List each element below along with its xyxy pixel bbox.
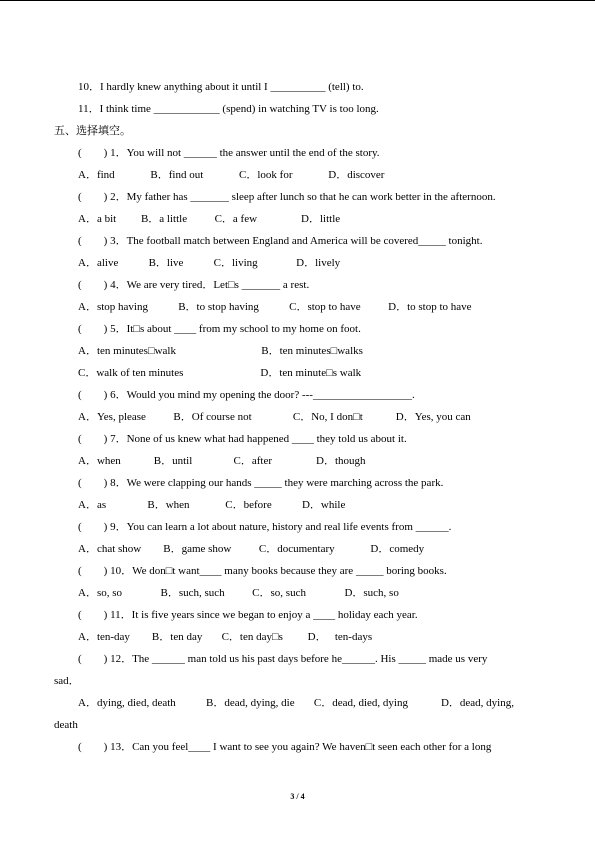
options-line: A．ten-day B．ten day C．ten day□s D． ten-days (78, 631, 373, 643)
options-line: A．when B．until C．after D．though (78, 455, 366, 467)
question-line: ( ) 2．My father has _______ sleep after lunch so that he can work better in the afternoon. (78, 191, 496, 203)
options-line: A．stop having B．to stop having C．stop to have D．to stop to have (78, 301, 472, 313)
question-line: ( ) 8．We were clapping our hands _____ they were marching across the park. (78, 477, 444, 489)
question-line: ( ) 4．We are very tired．Let□s _______ a rest. (78, 279, 310, 291)
options-line: A．so, so B．such, such C．so, such D．such, so (78, 587, 399, 599)
options-line: A．chat show B．game show C．documentary D．comedy (78, 543, 425, 555)
options-line: A．a bit B．a little C．a few D．little (78, 213, 341, 225)
question-line: 10．I hardly knew anything about it until I __________ (tell) to. (78, 81, 364, 93)
options-line: C．walk of ten minutes D．ten minute□s walk (78, 367, 362, 379)
question-line: 11．I think time ____________ (spend) in watching TV is too long. (78, 103, 379, 115)
question-line: ( ) 6．Would you mind my opening the door? ---__________________. (78, 389, 415, 401)
question-line: ( ) 9．You can learn a lot about nature, history and real life events from ______. (78, 521, 452, 533)
question-line: ( ) 3．The football match between England and America will be covered_____ tonight. (78, 235, 483, 247)
options-continuation: death (54, 719, 78, 731)
question-line: ( ) 5．It□s about ____ from my school to my home on foot. (78, 323, 361, 335)
options-line: A．dying, died, death B．dead, dying, die C．dead, died, dying D．dead, dying, (78, 697, 514, 709)
options-line: A．ten minutes□walk B．ten minutes□walks (78, 345, 363, 357)
options-line: A．alive B．live C．living D．lively (78, 257, 341, 269)
question-line: ( ) 7．None of us knew what had happened ____ they told us about it. (78, 433, 407, 445)
top-border (0, 0, 595, 1)
options-line: A．as B．when C．before D．while (78, 499, 346, 511)
options-line: A．Yes, please B．Of course not C．No, I don□t D．Yes, you can (78, 411, 471, 423)
question-line: ( ) 13．Can you feel____ I want to see you again? We haven□t seen each other for a long (78, 741, 492, 753)
section-heading: 五、选择填空。 (54, 125, 131, 137)
question-continuation: sad． (54, 675, 80, 687)
question-line: ( ) 1．You will not ______ the answer until the end of the story. (78, 147, 380, 159)
question-line: ( ) 10．We don□t want____ many books because they are _____ boring books. (78, 565, 447, 577)
question-line: ( ) 11．It is five years since we began to enjoy a ____ holiday each year. (78, 609, 418, 621)
page-number: 3 / 4 (290, 792, 305, 801)
question-line: ( ) 12．The ______ man told us his past days before he______. His _____ made us very (78, 653, 488, 665)
options-line: A．find B．find out C．look for D．discover (78, 169, 385, 181)
